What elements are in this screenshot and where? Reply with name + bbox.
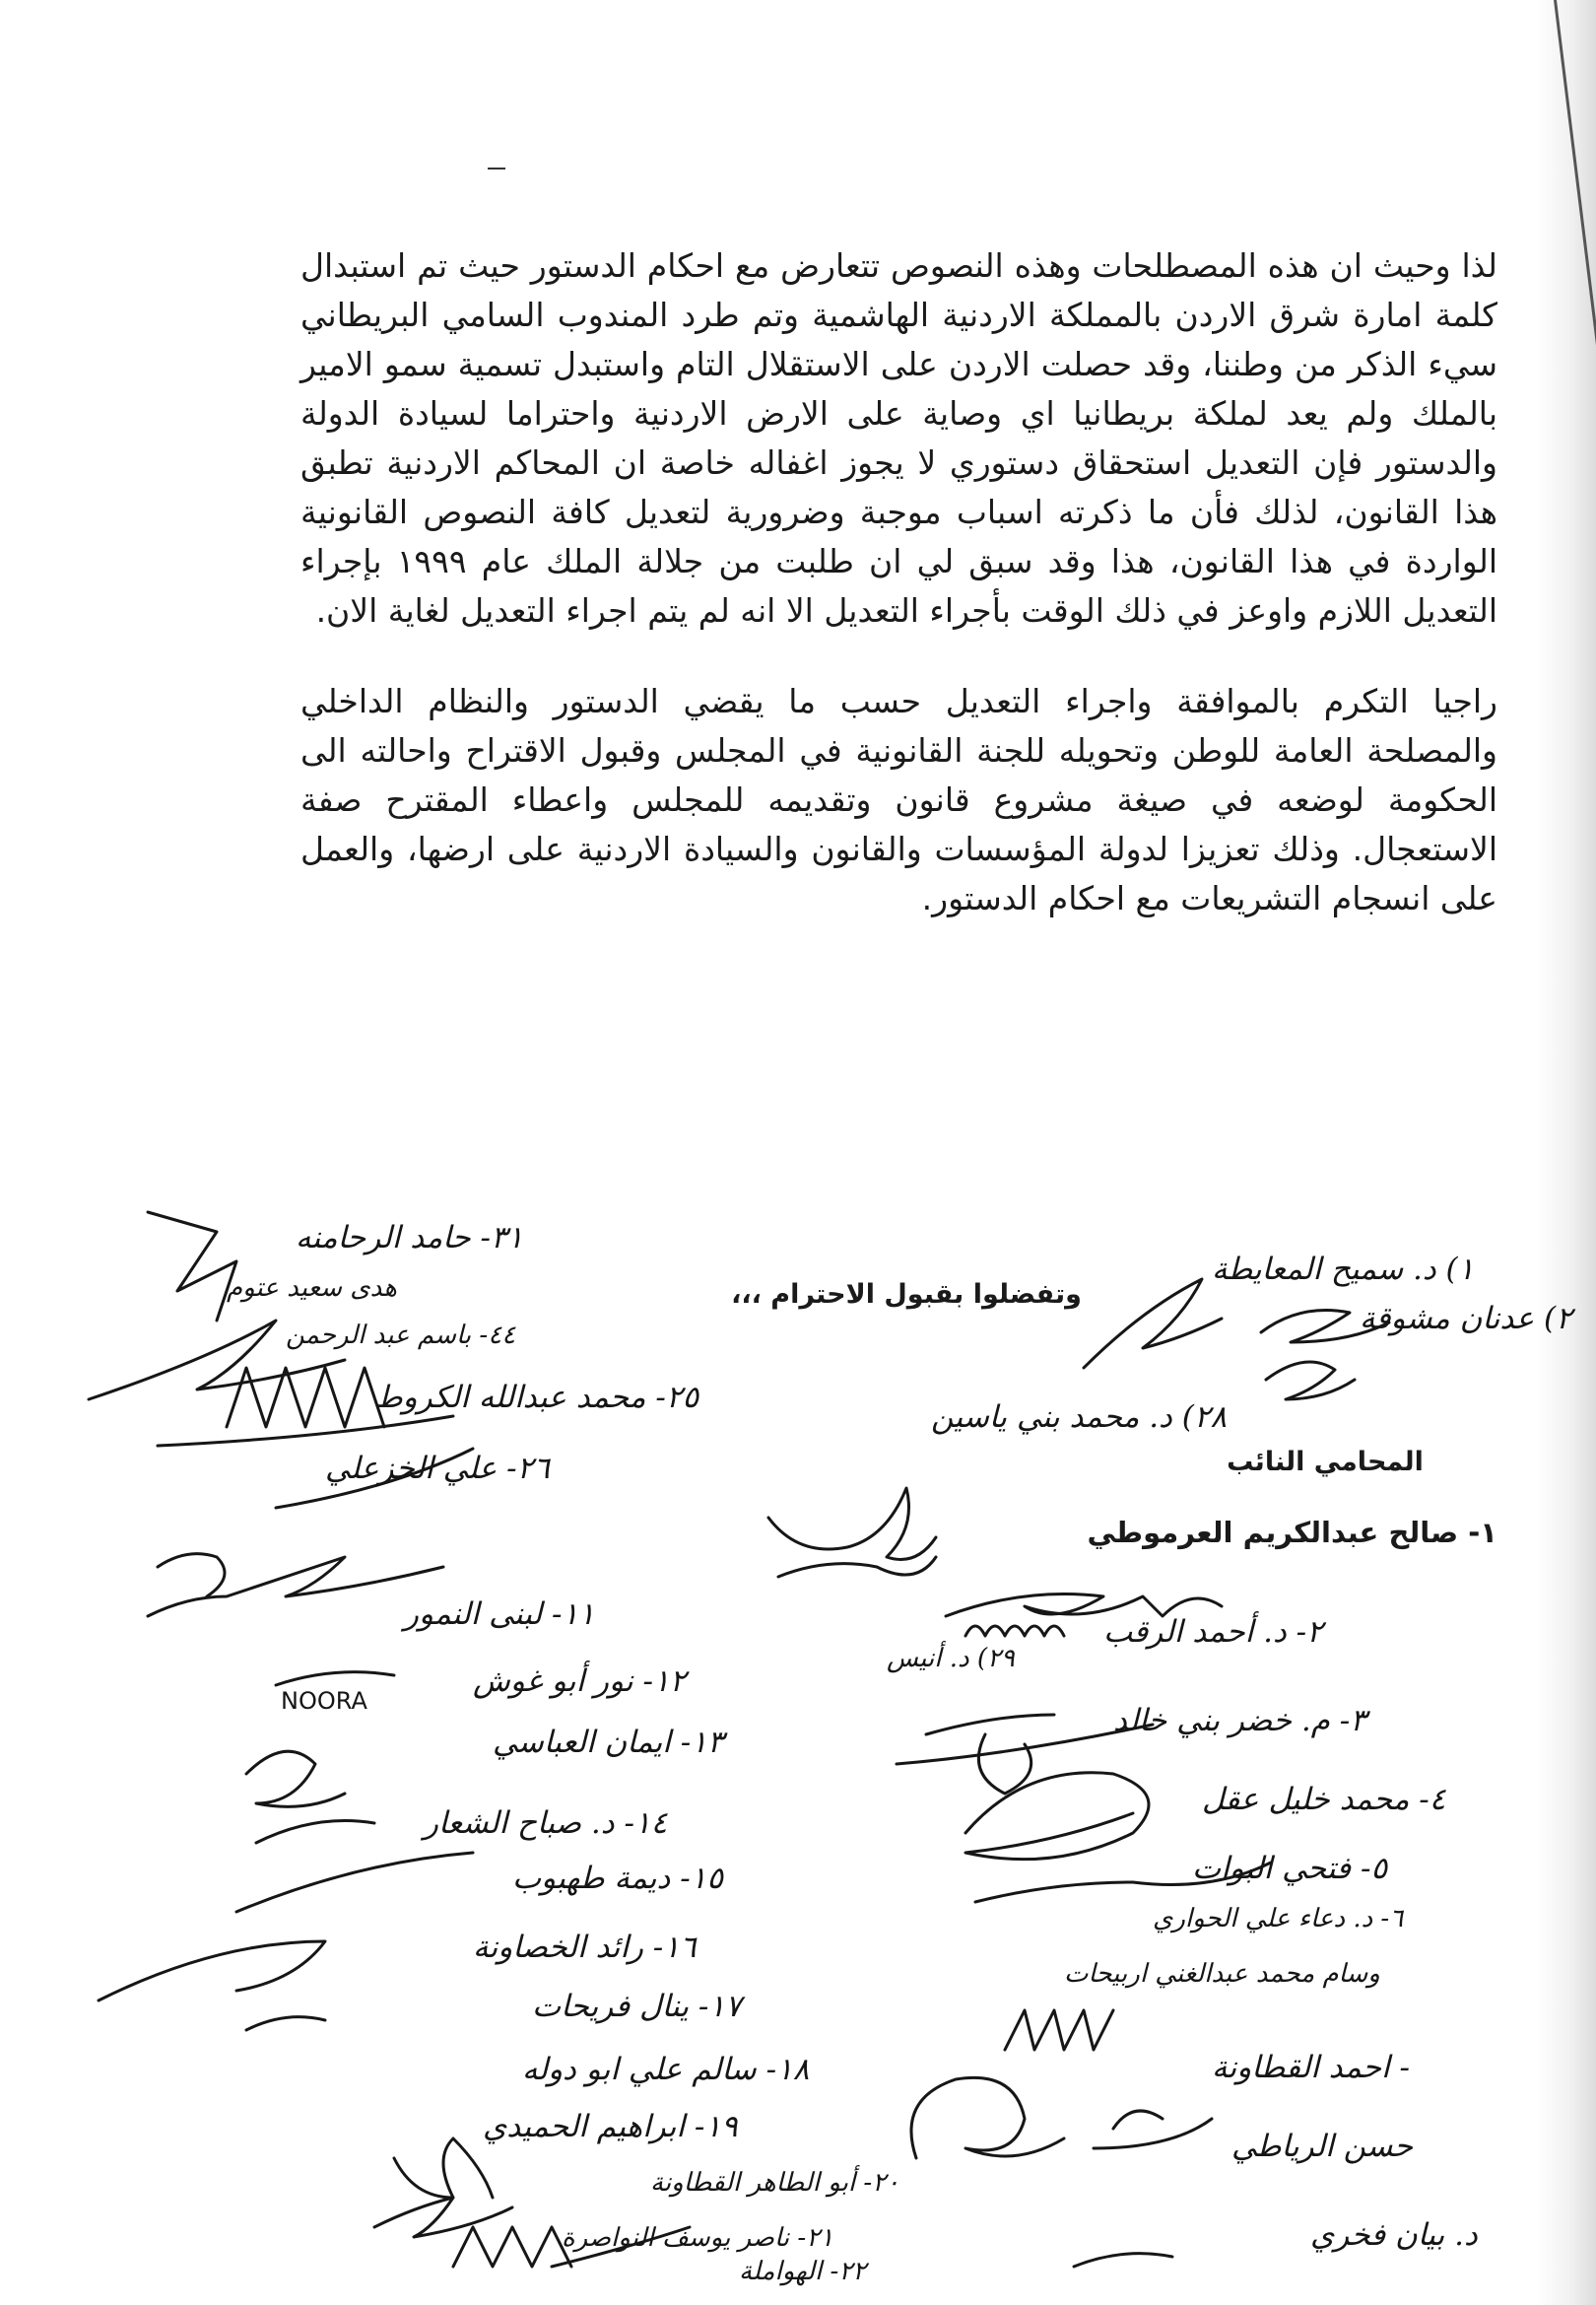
- handwritten-name: ٢١- ناصر يوسف النواصرة: [562, 2223, 834, 2253]
- handwritten-name: هدى سعيد عتوم: [227, 1273, 397, 1303]
- signature-9: [768, 1488, 936, 1560]
- handwritten-name: ٢٥- محمد عبدالله الكروط: [374, 1380, 699, 1415]
- handwritten-name: ١٩- ابراهيم الحميدي: [483, 2109, 738, 2144]
- signatory-name: ١- صالح عبدالكريم العرموطي: [1087, 1516, 1497, 1549]
- handwritten-name: ١٤- د. صباح الشعار: [424, 1805, 668, 1841]
- handwritten-name: NOORA: [281, 1687, 367, 1715]
- handwritten-name: ١١- لبنى النمور: [404, 1596, 595, 1632]
- handwritten-name: ٢٨) د. محمد بني ياسين: [931, 1399, 1228, 1435]
- handwritten-name: ٤٤- باسم عبد الرحمن: [286, 1321, 516, 1350]
- handwritten-name: ٦- د. دعاء علي الحواري: [1153, 1904, 1404, 1933]
- signature-23: [99, 1941, 325, 2000]
- handwritten-name: - احمد القطاونة: [1212, 2050, 1410, 2085]
- signature-32: [453, 2227, 571, 2267]
- handwritten-name: د. بيان فخري: [1310, 2217, 1478, 2253]
- handwritten-name: ١٥- ديمة طهبوب: [512, 1861, 723, 1896]
- signatory-title: المحامي النائب: [1227, 1447, 1424, 1477]
- signature-18: [246, 1751, 345, 1806]
- body-paragraph-2: راجيا التكرم بالموافقة واجراء التعديل حسب ما يقضي الدستور والنظام الداخلي والمصلحة العامة للوطن وتحويله للجنة القانونية في المجلس وقبول الاقتراح واحالته الى الحكومة لوضعه في صيغة مشروع قانون وتقديمه للمجلس واعطاء المقترح صفة الاستعجال. وذلك تعزيزا لدولة المؤسسات والقانون والسيادة الاردنية على ارضها، والعمل على انسجام التشريعات مع احكام الدستور.: [300, 682, 1497, 917]
- signature-34: [158, 1554, 225, 1596]
- signature-29: [1074, 2254, 1172, 2267]
- handwritten-name: ٢٢- الهواملة: [739, 2257, 867, 2286]
- handwritten-name: ١) د. سميح المعايطة: [1212, 1252, 1475, 1287]
- signature-7: [158, 1416, 453, 1446]
- signature-3: [1266, 1362, 1355, 1399]
- handwritten-name: ١٢- نور أبو غوش: [473, 1663, 687, 1699]
- signature-27: [1094, 2119, 1212, 2148]
- handwritten-name: ٥- فتحي البوات: [1192, 1851, 1388, 1886]
- signature-22: [236, 1853, 473, 1912]
- signature-12: [965, 1626, 1064, 1636]
- handwritten-name: ١٨- سالم علي ابو دوله: [522, 2052, 810, 2087]
- handwritten-name: ٣١- حامد الرحامنه: [296, 1220, 524, 1255]
- handwritten-name: ٢٩) د. أنيس: [887, 1644, 1015, 1673]
- body-paragraph-1: لذا وحيث ان هذه المصطلحات وهذه النصوص تتعارض مع احكام الدستور حيث تم استبدال كلمة امارة شرق الاردن بالمملكة الاردنية الهاشمية وتم طرد المندوب السامي البريطاني سيء الذكر من وطننا، وقد حصلت الاردن على الاستقلال التام واستبدل تسمية سمو الامير بالملك ولم يعد لملكة بريطانيا اي وصاية على الارض الاردنية واحتراما لسيادة الدولة والدستور فإن التعديل استحقاق دستوري لا يجوز اغفاله خاصة ان المحاكم الاردنية تطبق هذا القانون، لذلك فأن ما ذكرته اسباب موجبة وضرورية لتعديل كافة النصوص القانونية الواردة في هذا القانون، هذا وقد سبق لي ان طلبت من جلالة الملك عام ١٩٩٩ بإجراء التعديل اللازم واوعز في ذلك الوقت بأجراء التعديل الا انه لم يتم اجراء التعديل لغاية الان.: [300, 246, 1497, 630]
- handwritten-name: ٢- د. أحمد الرقب: [1103, 1614, 1323, 1650]
- signature-10: [778, 1557, 936, 1577]
- signature-28: [1113, 2111, 1163, 2129]
- handwritten-name: ٢٦- علي الخزعلي: [325, 1451, 550, 1486]
- signature-15: [926, 1715, 1054, 1734]
- signature-6: [227, 1368, 384, 1427]
- signature-24: [246, 2017, 325, 2030]
- signature-30: [394, 2138, 493, 2198]
- signature-19: [256, 1821, 374, 1844]
- handwritten-name: حسن الرياطي: [1231, 2129, 1414, 2164]
- signature-4: [148, 1212, 236, 1321]
- signature-31: [374, 2198, 512, 2237]
- signature-14: [276, 1672, 394, 1685]
- signature-16: [978, 1734, 1031, 1794]
- signature-26: [911, 2077, 1064, 2158]
- handwritten-name: ١٣- ايمان العباسي: [493, 1725, 724, 1760]
- signature-1: [1084, 1279, 1222, 1368]
- signature-25: [1005, 2010, 1113, 2050]
- signature-11: [946, 1594, 1222, 1617]
- signature-13: [148, 1557, 443, 1616]
- handwritten-name: ١٦- رائد الخصاونة: [473, 1930, 697, 1965]
- handwritten-name: ١٧- ينال فريحات: [532, 1989, 742, 2024]
- handwritten-name: وسام محمد عبدالغني اربيحات: [1064, 1959, 1380, 1989]
- handwritten-name: ٣- م. خضر بني خالد: [1113, 1703, 1366, 1738]
- handwritten-name: ٤- محمد خليل عقل: [1202, 1782, 1446, 1817]
- closing-salutation: وتفضلوا بقبول الاحترام ،،،: [731, 1279, 1082, 1310]
- handwritten-name: ٢) عدنان مشوقة: [1360, 1301, 1572, 1336]
- handwritten-name: ٢٠- أبو الطاهر القطاونة: [650, 2168, 900, 2198]
